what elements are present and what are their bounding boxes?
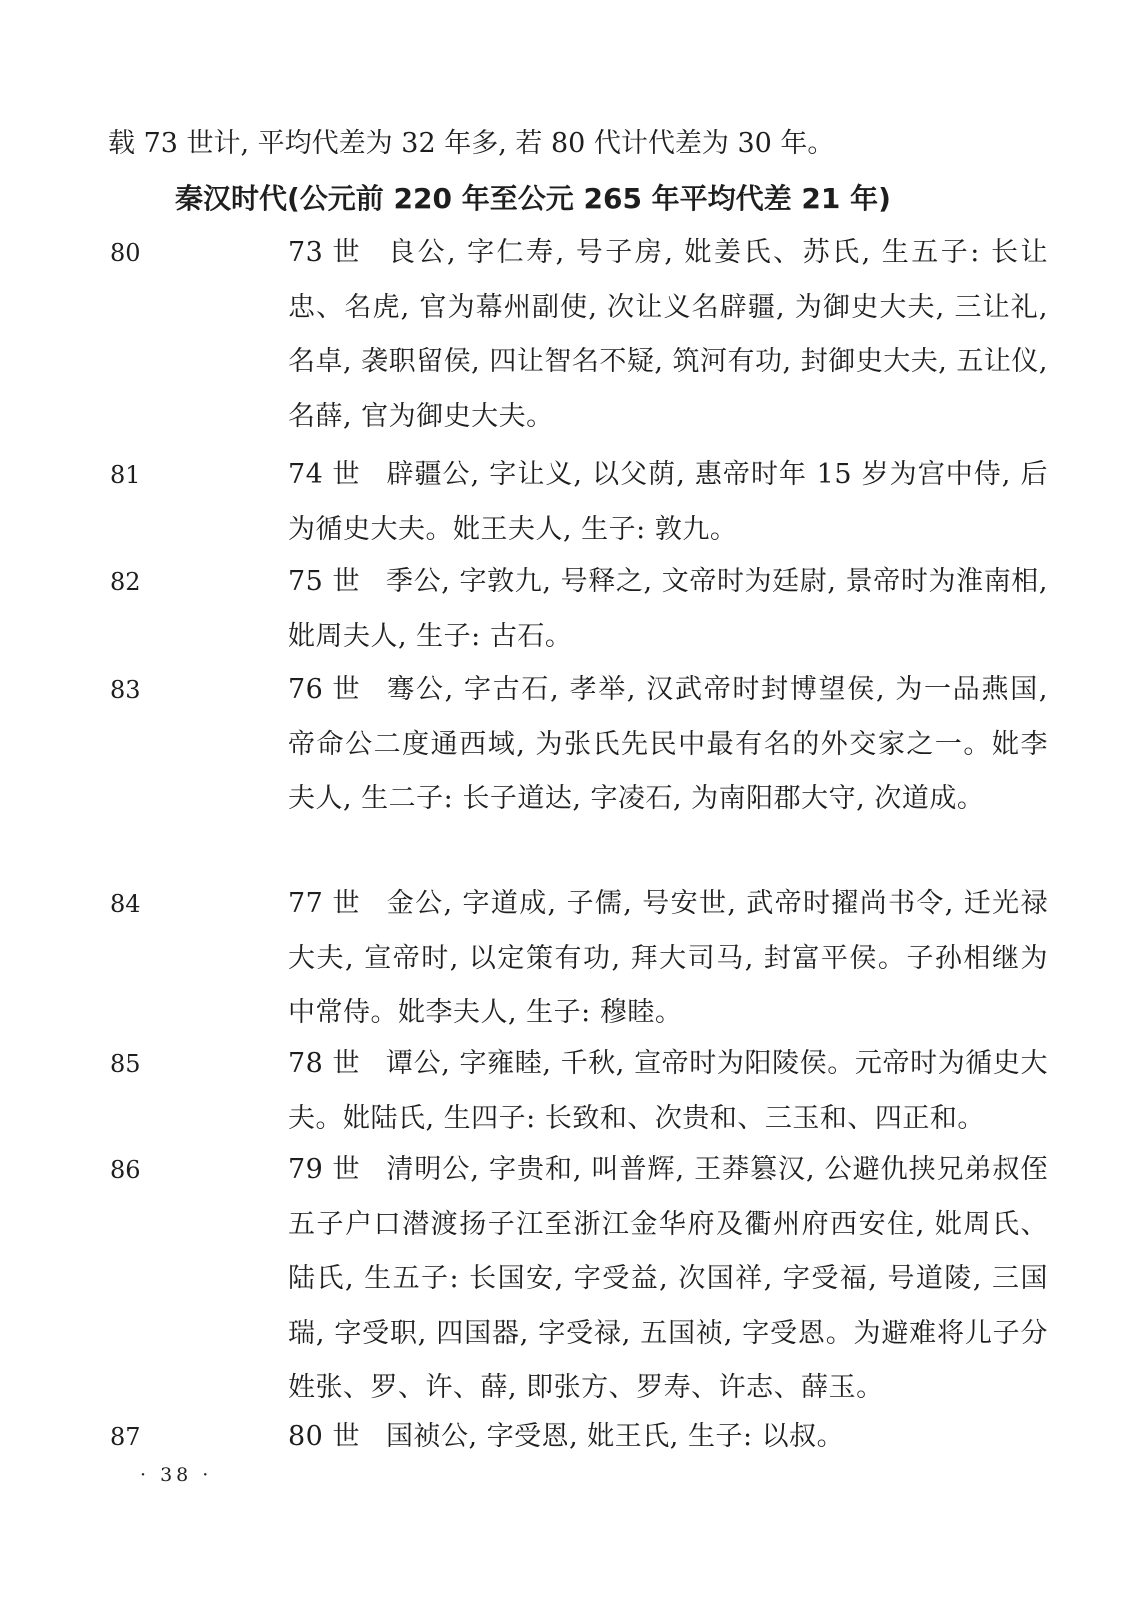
entry-body: [288, 226, 1048, 444]
generation-label: 77 世: [288, 888, 360, 919]
entry-text: 清明公, 字贵和, 叫普辉, 王莽篡汉, 公避仇挟兄弟叔侄五子户口潜渡扬子江至浙江金华府及衢州府西安住, 妣周氏、陆氏, 生五子: 长国安, 字受益, 次国祥, 字受福, 号道陵, 三国瑞, 字受职, 四国器, 字受禄, 五国祯, 字受恩。为避难将儿子分姓张、罗、许、薛, 即张方、罗寿、许志、薛玉。: [288, 1154, 1048, 1403]
generation-label: 74 世: [288, 459, 360, 490]
entry-number: 81: [110, 461, 141, 489]
entry-number: 84: [110, 890, 141, 918]
entry-text: 金公, 字道成, 子儒, 号安世, 武帝时擢尚书令, 迁光禄大夫, 宣帝时, 以定策有功, 拜大司马, 封富平侯。子孙相继为中常侍。妣李夫人, 生子: 穆睦。: [288, 888, 1048, 1028]
intro-line: 载 73 世计, 平均代差为 32 年多, 若 80 代计代差为 30 年。: [108, 128, 835, 159]
entry-text: 谭公, 字雍睦, 千秋, 宣帝时为阳陵侯。元帝时为循史大夫。妣陆氏, 生四子: 长致和、次贵和、三玉和、四正和。: [288, 1048, 1048, 1134]
entry-body: [288, 1037, 1048, 1146]
entry-body: [288, 555, 1048, 664]
entry-text: 良公, 字仁寿, 号子房, 妣姜氏、苏氏, 生五子: 长让忠、名虎, 官为幕州副使, 次让义名辟疆, 为御史大夫, 三让礼, 名卓, 袭职留侯, 四让智名不疑, 筑河有功, 封御史大夫, 五让仪, 名薛, 官为御史大夫。: [288, 237, 1048, 432]
entry-text: 骞公, 字古石, 孝举, 汉武帝时封博望侯, 为一品燕国, 帝命公二度通西域, 为张氏先民中最有名的外交家之一。妣李夫人, 生二子: 长子道达, 字凌石, 为南阳郡大守, 次道成。: [288, 674, 1048, 814]
entry-body: [288, 1143, 1048, 1416]
generation-label: 73 世: [288, 237, 360, 268]
generation-label: 79 世: [288, 1154, 360, 1185]
generation-label: 76 世: [288, 674, 360, 705]
generation-label: 75 世: [288, 566, 360, 597]
generation-label: 78 世: [288, 1048, 360, 1079]
entry-text: 季公, 字敦九, 号释之, 文帝时为廷尉, 景帝时为淮南相, 妣周夫人, 生子: 古石。: [288, 566, 1048, 652]
entry-number: 85: [110, 1050, 141, 1078]
entry-number: 83: [110, 676, 141, 704]
entry-body: [288, 448, 1048, 557]
entry-body: [288, 1410, 1048, 1465]
entry-body: [288, 663, 1048, 827]
entry-number: 87: [110, 1423, 141, 1451]
entry-body: [288, 877, 1048, 1041]
entry-number: 86: [110, 1156, 141, 1184]
entry-number: 80: [110, 239, 141, 267]
generation-label: 80 世: [288, 1421, 360, 1452]
entry-text: 国祯公, 字受恩, 妣王氏, 生子: 以叔。: [385, 1421, 845, 1452]
entry-number: 82: [110, 568, 141, 596]
page-number: · 38 ·: [140, 1464, 213, 1486]
section-heading: 秦汉时代(公元前 220 年至公元 265 年平均代差 21 年): [175, 182, 891, 215]
entry-text: 辟疆公, 字让义, 以父荫, 惠帝时年 15 岁为宫中侍, 后为循史大夫。妣王夫人, 生子: 敦九。: [288, 459, 1048, 545]
